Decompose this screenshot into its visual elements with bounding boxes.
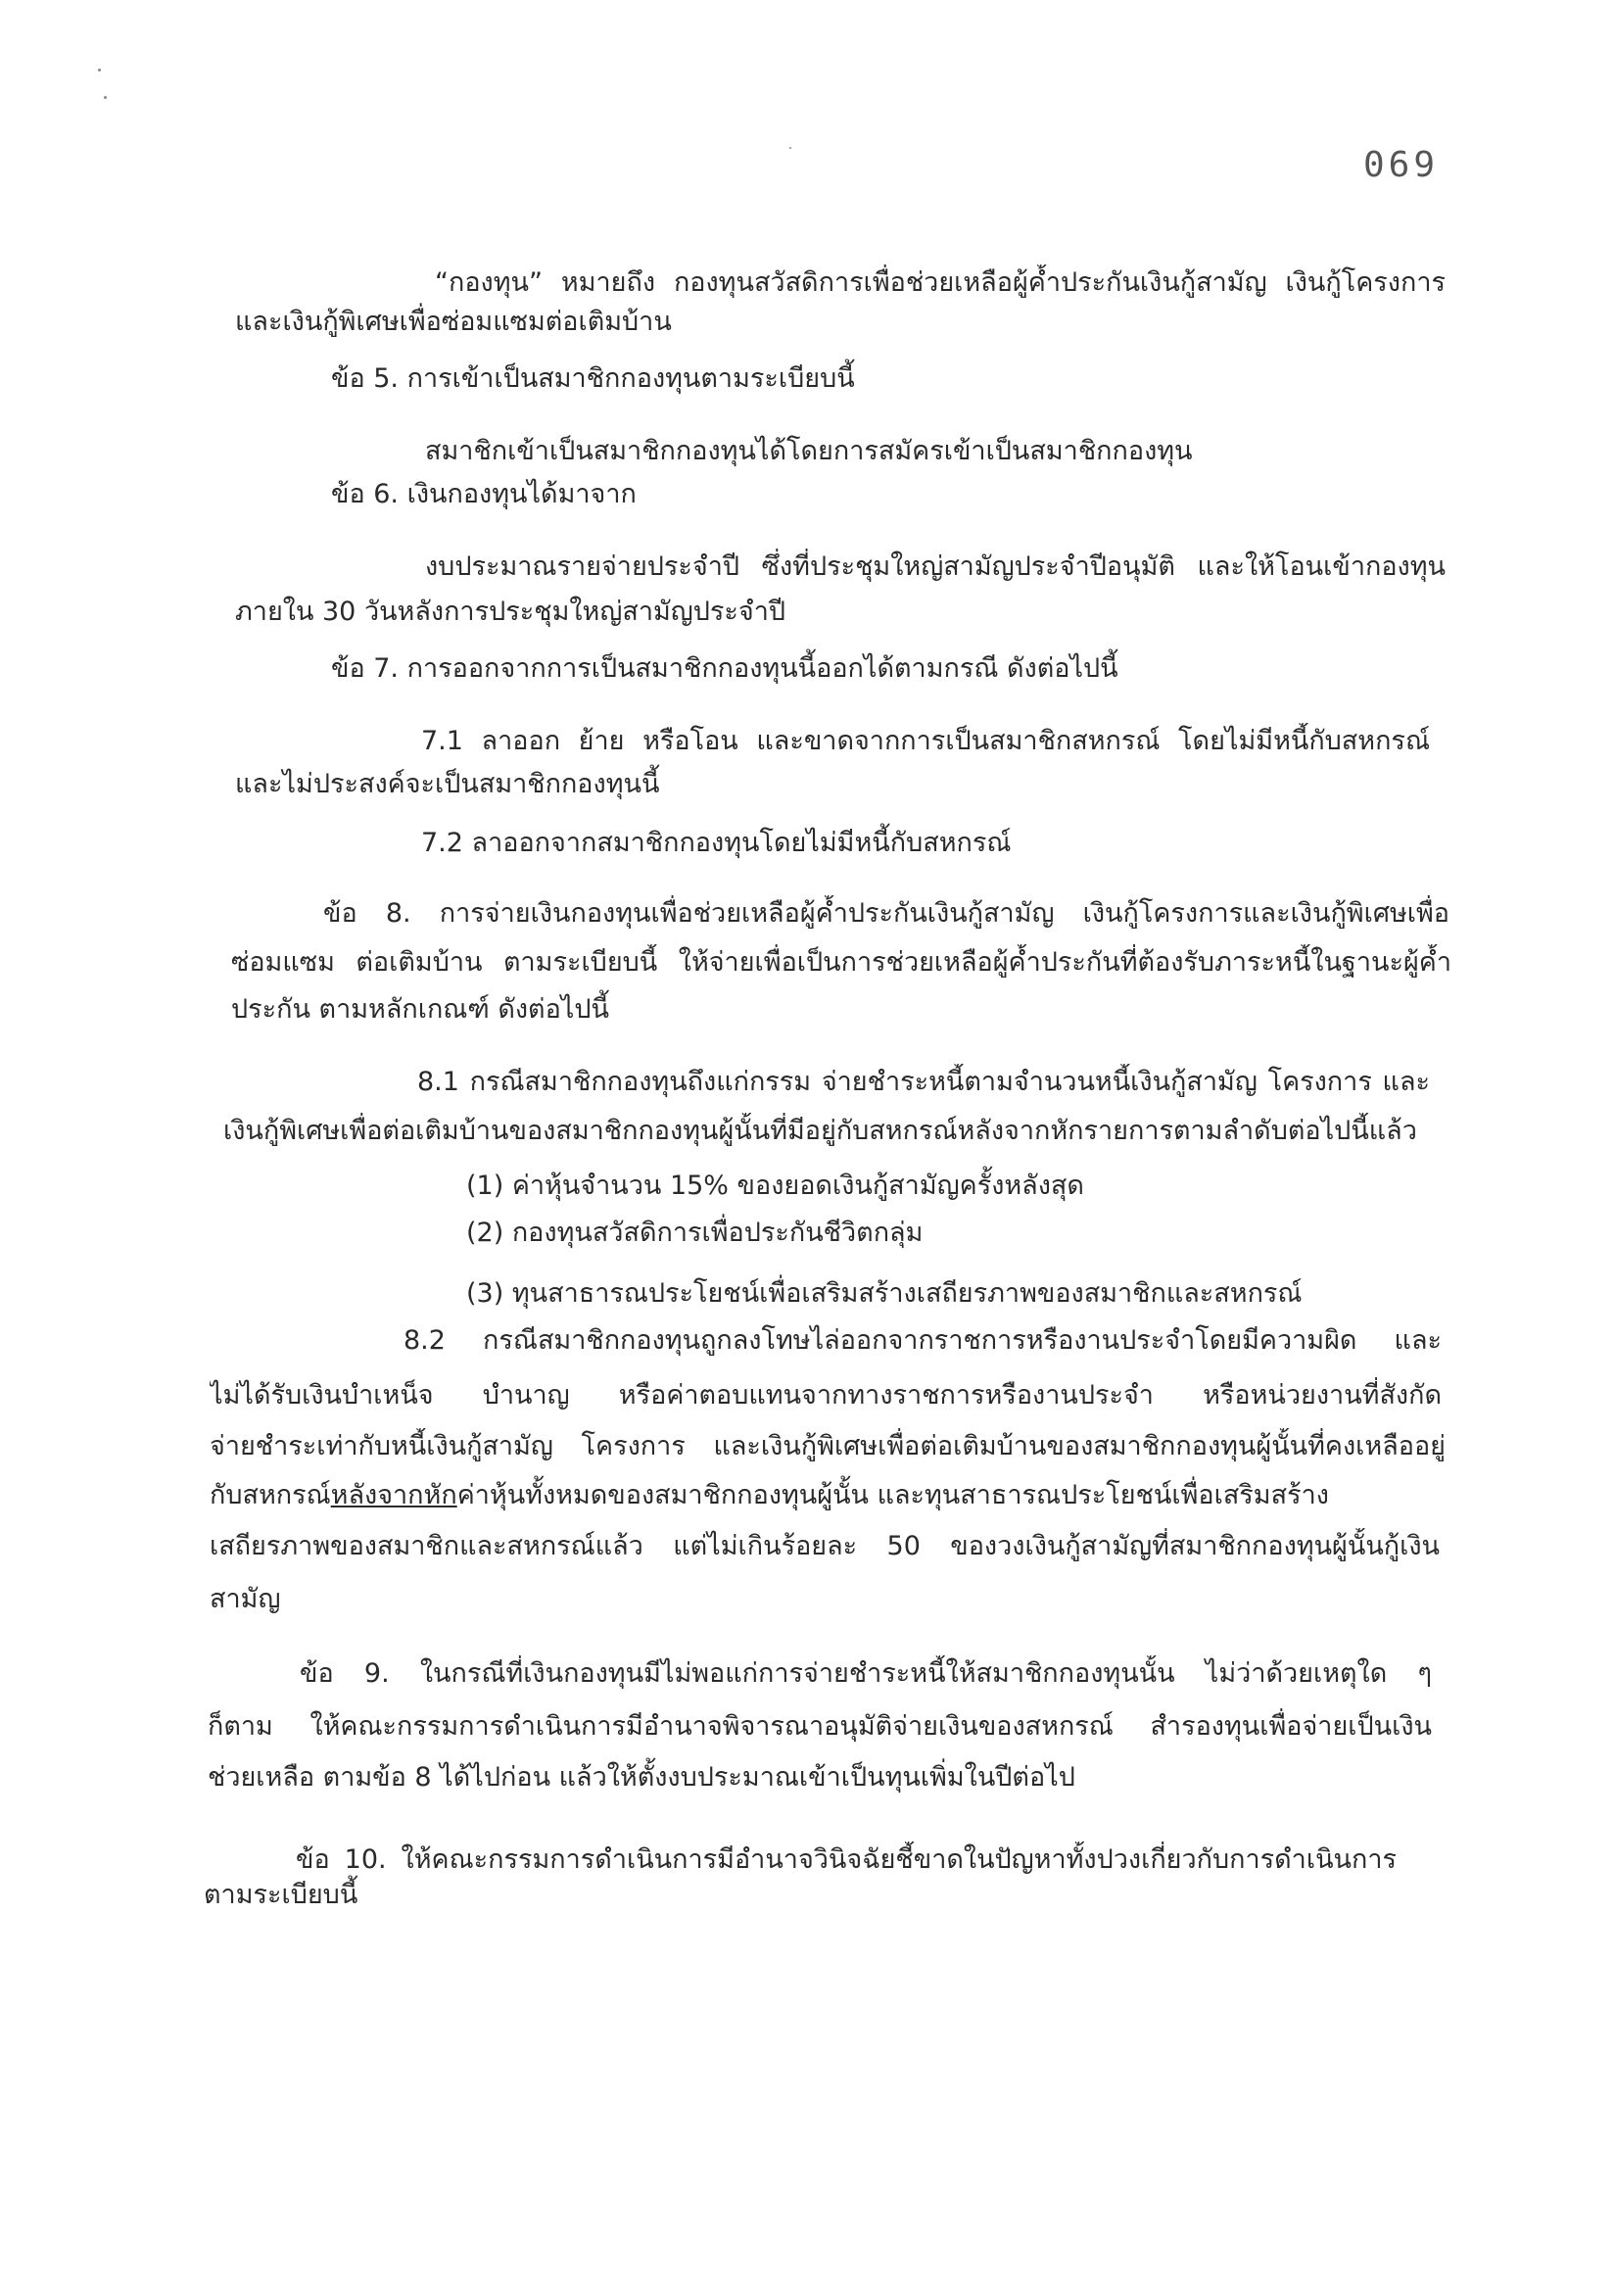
clause-7-title: ข้อ 7. การออกจากการเป็นสมาชิกกองทุนนี้ออกได้ตามกรณี ดังต่อไปนี้ [331, 653, 1118, 684]
clause-7-2: 7.2 ลาออกจากสมาชิกกองทุนโดยไม่มีหนี้กับสหกรณ์ [421, 828, 1012, 858]
clause-8-2-line-3: จ่ายชำระเท่ากับหนี้เงินกู้สามัญ โครงการ และเงินกู้พิเศษเพื่อต่อเติมบ้านของสมาชิกกองทุนผู้นั้นที่คงเหลืออยู่ [210, 1431, 1446, 1461]
clause-6-body-line-2: ภายใน 30 วันหลังการประชุมใหญ่สามัญประจำปี [235, 597, 786, 627]
clause-8-1-item-2: (2) กองทุนสวัสดิการเพื่อประกันชีวิตกลุ่ม [466, 1218, 924, 1248]
clause-8-2-underlined: หลังจากหัก [330, 1480, 457, 1510]
clause-9-line-1: ข้อ 9. ในกรณีที่เงินกองทุนมีไม่พอแก่การจ่ายชำระหนี้ให้สมาชิกกองทุนนั้น ไม่ว่าด้วยเหตุใด ๆ [300, 1658, 1432, 1689]
fund-definition-line-2: และเงินกู้พิเศษเพื่อซ่อมแซมต่อเติมบ้าน [235, 307, 672, 337]
clause-8-line-2: ซ่อมแซม ต่อเติมบ้าน ตามระเบียบนี้ ให้จ่ายเพื่อเป็นการช่วยเหลือผู้ค้ำประกันที่ต้องรับภาระหนี้ในฐานะผู้ค้ำ [231, 947, 1451, 978]
clause-10-line-2: ตามระเบียบนี้ [204, 1880, 358, 1910]
clause-8-1-item-3: (3) ทุนสาธารณประโยชน์เพื่อเสริมสร้างเสถียรภาพของสมาชิกและสหกรณ์ [466, 1278, 1303, 1309]
clause-8-2-line-6: สามัญ [210, 1584, 281, 1614]
clause-8-2-line-4-post: ค่าหุ้นทั้งหมดของสมาชิกกองทุนผู้นั้น และทุนสาธารณประโยชน์เพื่อเสริมสร้าง [456, 1480, 1329, 1510]
page-number: 069 [1363, 145, 1440, 185]
clause-6-body-line-1: งบประมาณรายจ่ายประจำปี ซึ่งที่ประชุมใหญ่สามัญประจำปีอนุมัติ และให้โอนเข้ากองทุน [425, 551, 1446, 582]
clause-6-title: ข้อ 6. เงินกองทุนได้มาจาก [331, 479, 637, 509]
clause-8-2-line-2: ไม่ได้รับเงินบำเหน็จ บำนาญ หรือค่าตอบแทนจากทางราชการหรืองานประจำ หรือหน่วยงานที่สังกัด [210, 1380, 1442, 1411]
scan-speck [104, 96, 107, 99]
scan-speck [98, 69, 101, 72]
fund-definition-line-1: “กองทุน” หมายถึง กองทุนสวัสดิการเพื่อช่วยเหลือผู้ค้ำประกันเงินกู้สามัญ เงินกู้โครงการ [435, 267, 1446, 298]
clause-8-line-3: ประกัน ตามหลักเกณฑ์ ดังต่อไปนี้ [231, 994, 609, 1025]
clause-5-body: สมาชิกเข้าเป็นสมาชิกกองทุนได้โดยการสมัครเข้าเป็นสมาชิกกองทุน [425, 436, 1193, 466]
clause-7-1-line-2: และไม่ประสงค์จะเป็นสมาชิกกองทุนนี้ [235, 769, 660, 799]
clause-9-line-3: ช่วยเหลือ ตามข้อ 8 ได้ไปก่อน แล้วให้ตั้งงบประมาณเข้าเป็นทุนเพิ่มในปีต่อไป [208, 1762, 1075, 1793]
clause-8-2-line-4-pre: กับสหกรณ์ [210, 1480, 331, 1510]
scan-speck [789, 147, 791, 149]
clause-9-line-2: ก็ตาม ให้คณะกรรมการดำเนินการมีอำนาจพิจารณาอนุมัติจ่ายเงินของสหกรณ์ สำรองทุนเพื่อจ่ายเป็นเงิน [208, 1711, 1432, 1742]
clause-8-1-line-2: เงินกู้พิเศษเพื่อต่อเติมบ้านของสมาชิกกองทุนผู้นั้นที่มีอยู่กับสหกรณ์หลังจากหักรายการตามลำดับต่อไปนี้แล้ว [223, 1116, 1417, 1146]
clause-8-2-line-5: เสถียรภาพของสมาชิกและสหกรณ์แล้ว แต่ไม่เกินร้อยละ 50 ของวงเงินกู้สามัญที่สมาชิกกองทุนผู้นั้นกู้เงิน [210, 1531, 1440, 1561]
clause-8-2-line-1: 8.2 กรณีสมาชิกกองทุนถูกลงโทษไล่ออกจากราชการหรืองานประจำโดยมีความผิด และ [404, 1325, 1442, 1356]
clause-10-line-1: ข้อ 10. ให้คณะกรรมการดำเนินการมีอำนาจวินิจฉัยชี้ขาดในปัญหาทั้งปวงเกี่ยวกับการดำเนินการ [296, 1844, 1397, 1875]
clause-8-2-line-4 [210, 1477, 1329, 1514]
clause-8-1-item-1: (1) ค่าหุ้นจำนวน 15% ของยอดเงินกู้สามัญครั้งหลังสุด [466, 1171, 1084, 1201]
clause-5-title: ข้อ 5. การเข้าเป็นสมาชิกกองทุนตามระเบียบนี้ [331, 363, 855, 394]
clause-8-line-1: ข้อ 8. การจ่ายเงินกองทุนเพื่อช่วยเหลือผู้ค้ำประกันเงินกู้สามัญ เงินกู้โครงการและเงินกู้พิเศษเพื่อ [323, 898, 1449, 929]
clause-8-1-line-1: 8.1 กรณีสมาชิกกองทุนถึงแก่กรรม จ่ายชำระหนี้ตามจำนวนหนี้เงินกู้สามัญ โครงการ และ [417, 1067, 1430, 1097]
clause-7-1-line-1: 7.1 ลาออก ย้าย หรือโอน และขาดจากการเป็นสมาชิกสหกรณ์ โดยไม่มีหนี้กับสหกรณ์ [421, 726, 1430, 756]
